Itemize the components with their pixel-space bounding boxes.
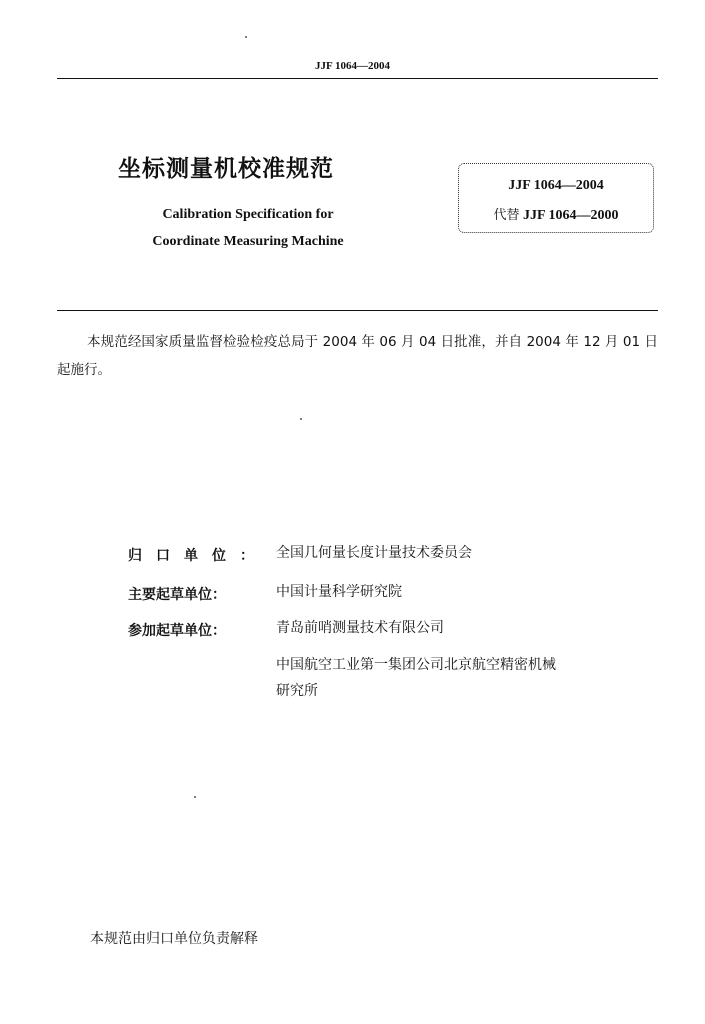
scan-speck bbox=[194, 796, 196, 798]
interpretation-note: 本规范由归口单位负责解释 bbox=[90, 931, 258, 947]
replaced-code-line bbox=[459, 204, 653, 224]
scan-speck bbox=[300, 418, 302, 420]
title-english-line-2: Coordinate Measuring Machine bbox=[152, 234, 344, 249]
drafting-unit-value: 中国计量科学研究院 bbox=[276, 584, 402, 600]
title-rule bbox=[57, 310, 658, 311]
participating-unit-value-2-line-2: 研究所 bbox=[276, 683, 318, 699]
drafting-unit-label: 主要起草单位： bbox=[128, 587, 226, 603]
title-english-line-1: Calibration Specification for bbox=[162, 207, 334, 222]
title-chinese: 坐标测量机校准规范 bbox=[118, 156, 334, 182]
responsible-unit-value: 全国几何量长度计量技术委员会 bbox=[276, 545, 472, 561]
current-code: JJF 1064—2004 bbox=[508, 178, 604, 193]
replaces-prefix: 代替 bbox=[493, 208, 520, 223]
header-rule bbox=[57, 78, 658, 79]
participating-unit-value-1: 青岛前哨测量技术有限公司 bbox=[276, 620, 444, 636]
responsible-unit-label: 归 口 单 位 ： bbox=[128, 548, 254, 564]
scan-speck bbox=[245, 36, 247, 38]
standard-code-box bbox=[458, 163, 654, 233]
approval-statement: 本规范经国家质量监督检验检疫总局于 2004 年 06 月 04 日批准，并自 2004 年 12 月 01 日起施行。 bbox=[57, 334, 658, 378]
participating-unit-value-2-line-1: 中国航空工业第一集团公司北京航空精密机械 bbox=[276, 657, 556, 673]
header-standard-code: JJF 1064—2004 bbox=[314, 60, 391, 72]
participating-unit-label: 参加起草单位： bbox=[128, 623, 226, 639]
replaced-code: JJF 1064—2000 bbox=[522, 208, 619, 223]
